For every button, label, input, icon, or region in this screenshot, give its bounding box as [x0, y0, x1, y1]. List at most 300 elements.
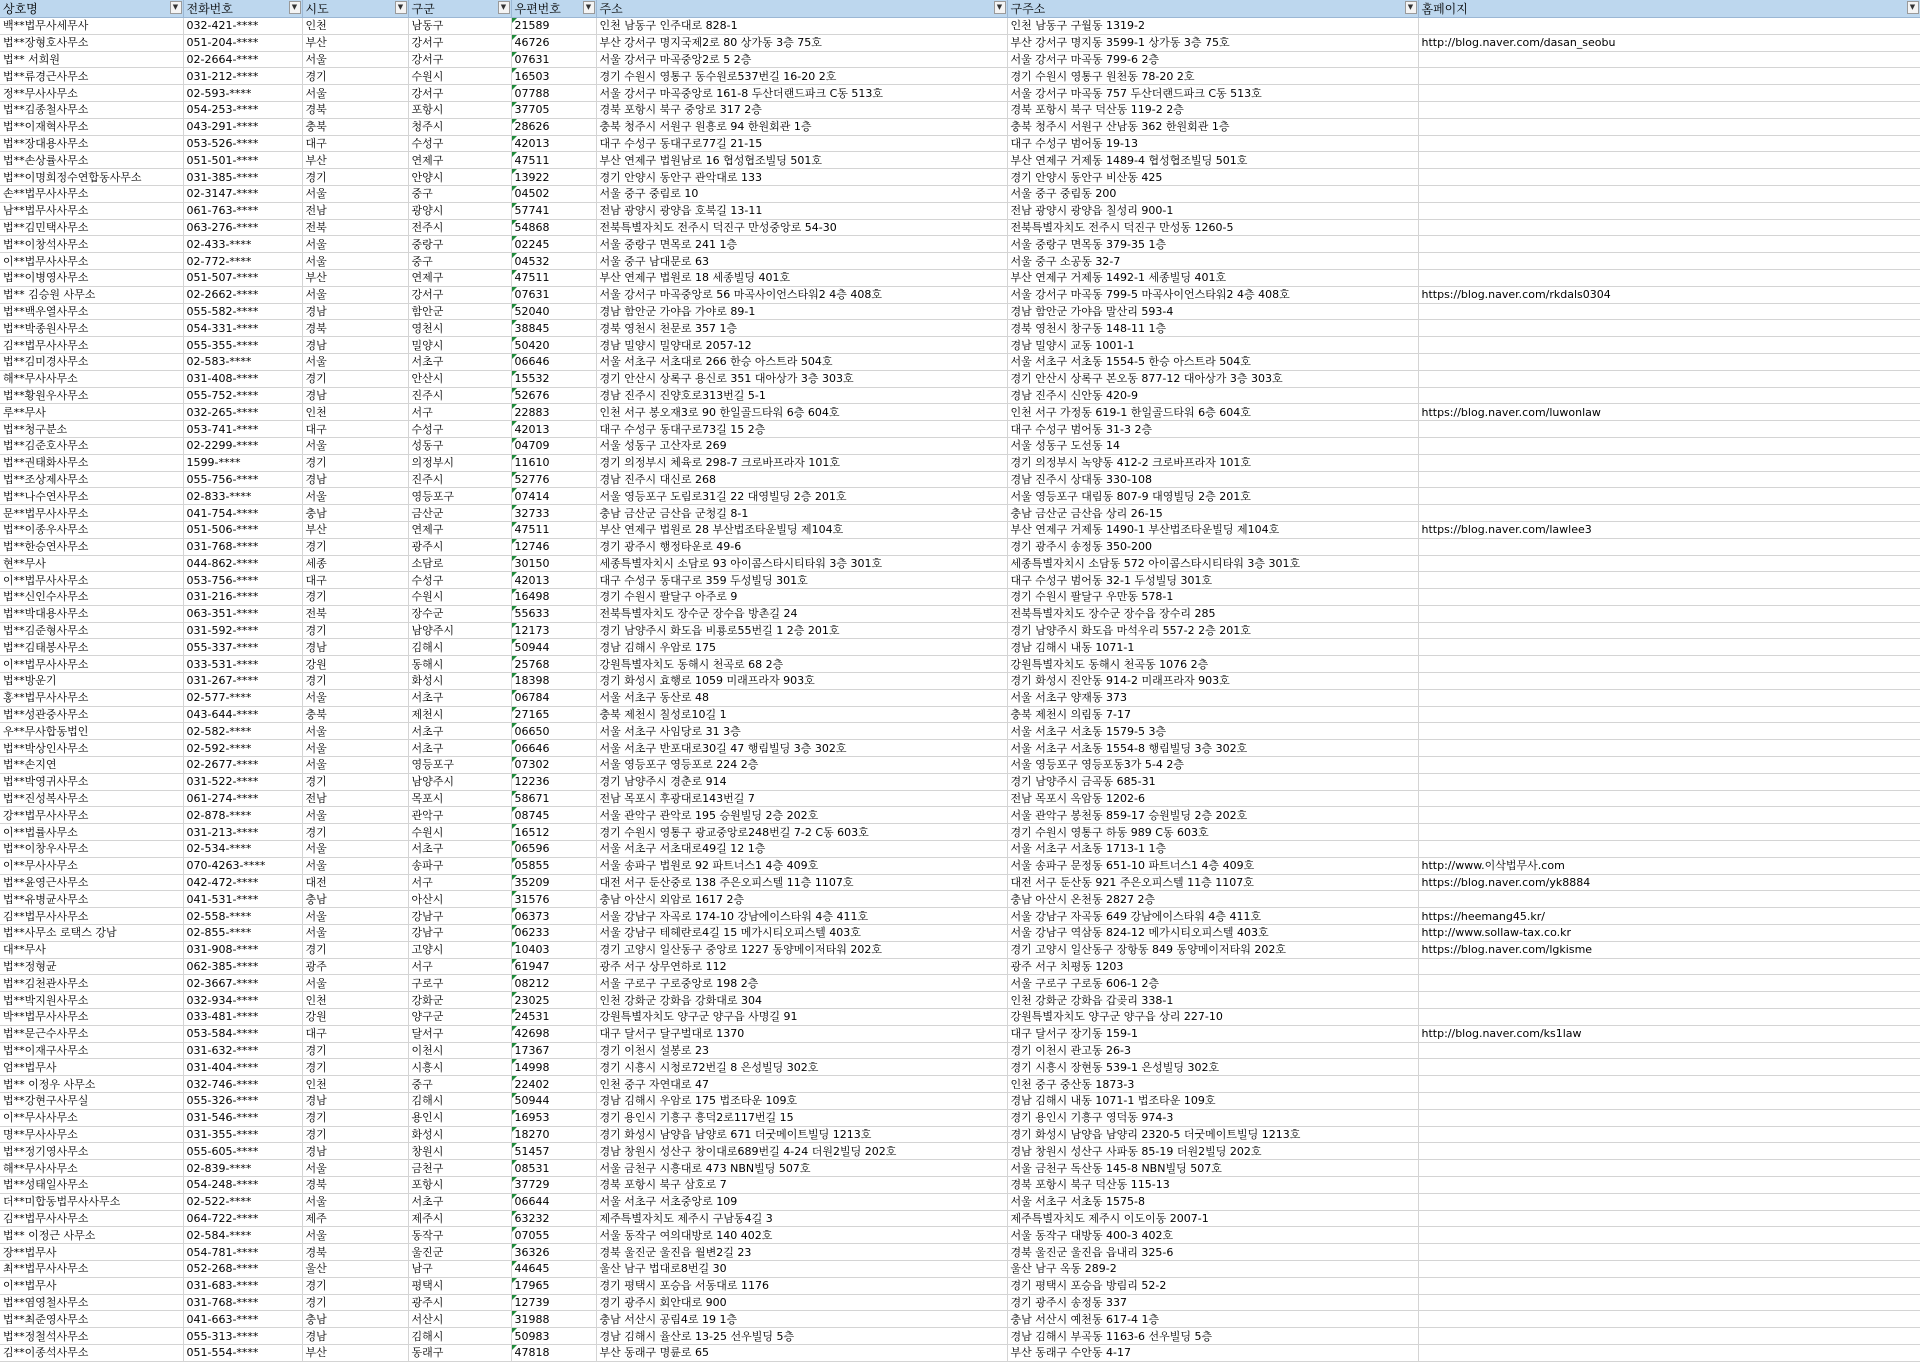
- cell-web[interactable]: [1418, 51, 1920, 68]
- cell-phone[interactable]: 031-404-****: [183, 1059, 302, 1076]
- cell-addr[interactable]: 서울 구로구 구로중앙로 198 2층: [596, 975, 1007, 992]
- cell-old[interactable]: 서울 구로구 구로동 606-1 2층: [1007, 975, 1418, 992]
- cell-old[interactable]: 인천 중구 중산동 1873-3: [1007, 1076, 1418, 1093]
- cell-old[interactable]: 경북 포항시 북구 덕산동 115-13: [1007, 1176, 1418, 1193]
- cell-phone[interactable]: 02-878-****: [183, 807, 302, 824]
- cell-name[interactable]: 엄**법무사: [0, 1059, 183, 1076]
- cell-sido[interactable]: 서울: [302, 723, 408, 740]
- cell-name[interactable]: 법**손지연: [0, 757, 183, 774]
- cell-phone[interactable]: 031-768-****: [183, 538, 302, 555]
- cell-old[interactable]: 울산 남구 옥동 289-2: [1007, 1260, 1418, 1277]
- cell-name[interactable]: 법**이병영사무소: [0, 269, 183, 286]
- cell-gu[interactable]: 광양시: [408, 202, 511, 219]
- cell-old[interactable]: 서울 서초구 서초동 1713-1 1층: [1007, 841, 1418, 858]
- cell-old[interactable]: 경남 창원시 성산구 사파동 85-19 더원2빌딩 202호: [1007, 1143, 1418, 1160]
- cell-zip[interactable]: 31988: [511, 1311, 596, 1328]
- cell-zip[interactable]: 50944: [511, 639, 596, 656]
- cell-sido[interactable]: 서울: [302, 740, 408, 757]
- cell-sido[interactable]: 대구: [302, 135, 408, 152]
- cell-sido[interactable]: 서울: [302, 908, 408, 925]
- cell-sido[interactable]: 서울: [302, 236, 408, 253]
- cell-gu[interactable]: 관악구: [408, 807, 511, 824]
- cell-sido[interactable]: 부산: [302, 521, 408, 538]
- cell-phone[interactable]: 02-2299-****: [183, 437, 302, 454]
- cell-sido[interactable]: 경북: [302, 320, 408, 337]
- cell-gu[interactable]: 서초구: [408, 1193, 511, 1210]
- cell-gu[interactable]: 남동구: [408, 18, 511, 35]
- cell-addr[interactable]: 서울 금천구 시흥대로 473 NBN빌딩 507호: [596, 1160, 1007, 1177]
- cell-phone[interactable]: 051-507-****: [183, 269, 302, 286]
- cell-gu[interactable]: 송파구: [408, 857, 511, 874]
- cell-phone[interactable]: 051-506-****: [183, 521, 302, 538]
- cell-web[interactable]: http://www.sollaw-tax.co.kr: [1418, 925, 1920, 942]
- cell-old[interactable]: 경북 영천시 창구동 148-11 1층: [1007, 320, 1418, 337]
- cell-web[interactable]: [1418, 1210, 1920, 1227]
- cell-addr[interactable]: 서울 강남구 자곡로 174-10 강남에이스타워 4층 411호: [596, 908, 1007, 925]
- cell-old[interactable]: 대구 수성구 범어동 19-13: [1007, 135, 1418, 152]
- filter-dropdown-icon[interactable]: ▼: [1405, 1, 1417, 14]
- cell-zip[interactable]: 52776: [511, 471, 596, 488]
- cell-zip[interactable]: 15532: [511, 370, 596, 387]
- cell-zip[interactable]: 10403: [511, 941, 596, 958]
- cell-zip[interactable]: 08531: [511, 1160, 596, 1177]
- cell-sido[interactable]: 경북: [302, 1244, 408, 1261]
- cell-addr[interactable]: 서울 송파구 법원로 92 파트너스1 4층 409호: [596, 857, 1007, 874]
- cell-web[interactable]: http://www.이삭법무사.com: [1418, 857, 1920, 874]
- cell-web[interactable]: [1418, 437, 1920, 454]
- column-header-phone[interactable]: [183, 0, 302, 18]
- cell-name[interactable]: 법**권태화사무소: [0, 454, 183, 471]
- cell-old[interactable]: 경기 수원시 영통구 하동 989 C동 603호: [1007, 824, 1418, 841]
- cell-gu[interactable]: 아산시: [408, 891, 511, 908]
- cell-name[interactable]: 이**법무사사무소: [0, 572, 183, 589]
- cell-sido[interactable]: 충남: [302, 1311, 408, 1328]
- cell-sido[interactable]: 전남: [302, 202, 408, 219]
- cell-name[interactable]: 법**이재혁사무소: [0, 118, 183, 135]
- cell-addr[interactable]: 충남 아산시 외암로 1617 2층: [596, 891, 1007, 908]
- cell-addr[interactable]: 전남 광양시 광양읍 호북길 13-11: [596, 202, 1007, 219]
- cell-name[interactable]: 법**류경근사무소: [0, 68, 183, 85]
- cell-addr[interactable]: 서울 성동구 고산자로 269: [596, 437, 1007, 454]
- cell-gu[interactable]: 장수군: [408, 605, 511, 622]
- cell-name[interactable]: 법**한승연사무소: [0, 538, 183, 555]
- cell-sido[interactable]: 경북: [302, 1176, 408, 1193]
- cell-sido[interactable]: 서울: [302, 1160, 408, 1177]
- cell-name[interactable]: 법** 이정근 사무소: [0, 1227, 183, 1244]
- cell-sido[interactable]: 인천: [302, 404, 408, 421]
- cell-phone[interactable]: 051-204-****: [183, 34, 302, 51]
- cell-web[interactable]: [1418, 303, 1920, 320]
- cell-web[interactable]: [1418, 1344, 1920, 1361]
- cell-sido[interactable]: 서울: [302, 51, 408, 68]
- cell-old[interactable]: 경기 안양시 동안구 비산동 425: [1007, 169, 1418, 186]
- cell-phone[interactable]: 043-644-****: [183, 706, 302, 723]
- cell-name[interactable]: 김**법무사사무소: [0, 1210, 183, 1227]
- cell-phone[interactable]: 031-546-****: [183, 1109, 302, 1126]
- cell-phone[interactable]: 053-741-****: [183, 421, 302, 438]
- cell-addr[interactable]: 충북 청주시 서원구 원흥로 94 한원회관 1층: [596, 118, 1007, 135]
- cell-gu[interactable]: 화성시: [408, 1126, 511, 1143]
- cell-name[interactable]: 법**이창우사무소: [0, 841, 183, 858]
- cell-zip[interactable]: 02245: [511, 236, 596, 253]
- cell-zip[interactable]: 44645: [511, 1260, 596, 1277]
- cell-phone[interactable]: 054-253-****: [183, 101, 302, 118]
- cell-sido[interactable]: 부산: [302, 269, 408, 286]
- cell-old[interactable]: 경남 함안군 가야읍 말산리 593-4: [1007, 303, 1418, 320]
- cell-gu[interactable]: 의정부시: [408, 454, 511, 471]
- cell-web[interactable]: [1418, 118, 1920, 135]
- cell-gu[interactable]: 서초구: [408, 353, 511, 370]
- cell-old[interactable]: 경남 김해시 부곡동 1163-6 선우빌딩 5층: [1007, 1328, 1418, 1345]
- cell-name[interactable]: 우**무사합동법인: [0, 723, 183, 740]
- cell-gu[interactable]: 서구: [408, 958, 511, 975]
- cell-zip[interactable]: 58671: [511, 790, 596, 807]
- cell-gu[interactable]: 김해시: [408, 639, 511, 656]
- cell-gu[interactable]: 광주시: [408, 1294, 511, 1311]
- cell-zip[interactable]: 37729: [511, 1176, 596, 1193]
- cell-zip[interactable]: 11610: [511, 454, 596, 471]
- cell-gu[interactable]: 용인시: [408, 1109, 511, 1126]
- cell-old[interactable]: 서울 강남구 역삼동 824-12 메가시티오피스텔 403호: [1007, 925, 1418, 942]
- cell-web[interactable]: [1418, 269, 1920, 286]
- cell-zip[interactable]: 17367: [511, 1042, 596, 1059]
- cell-name[interactable]: 법**김태봉사무소: [0, 639, 183, 656]
- cell-sido[interactable]: 경남: [302, 1143, 408, 1160]
- cell-addr[interactable]: 서울 중구 남대문로 63: [596, 253, 1007, 270]
- cell-phone[interactable]: 033-481-****: [183, 1009, 302, 1026]
- cell-phone[interactable]: 031-683-****: [183, 1277, 302, 1294]
- cell-zip[interactable]: 07788: [511, 85, 596, 102]
- cell-sido[interactable]: 경기: [302, 538, 408, 555]
- cell-web[interactable]: [1418, 236, 1920, 253]
- cell-gu[interactable]: 울진군: [408, 1244, 511, 1261]
- cell-gu[interactable]: 수성구: [408, 421, 511, 438]
- cell-web[interactable]: [1418, 589, 1920, 606]
- cell-zip[interactable]: 47818: [511, 1344, 596, 1361]
- cell-zip[interactable]: 61947: [511, 958, 596, 975]
- cell-sido[interactable]: 서울: [302, 807, 408, 824]
- column-header-addr[interactable]: [596, 0, 1007, 18]
- cell-name[interactable]: 법**정형균: [0, 958, 183, 975]
- column-header-gu[interactable]: [408, 0, 511, 18]
- cell-sido[interactable]: 서울: [302, 975, 408, 992]
- cell-gu[interactable]: 강화군: [408, 992, 511, 1009]
- cell-phone[interactable]: 02-584-****: [183, 1227, 302, 1244]
- cell-sido[interactable]: 충남: [302, 505, 408, 522]
- cell-addr[interactable]: 경기 수원시 영통구 동수원로537번길 16-20 2호: [596, 68, 1007, 85]
- cell-web[interactable]: [1418, 488, 1920, 505]
- cell-web[interactable]: [1418, 706, 1920, 723]
- cell-web[interactable]: [1418, 85, 1920, 102]
- cell-addr[interactable]: 충남 서산시 공림4로 19 1층: [596, 1311, 1007, 1328]
- cell-web[interactable]: [1418, 1328, 1920, 1345]
- cell-addr[interactable]: 경기 고양시 일산동구 중앙로 1227 동양메이저타워 202호: [596, 941, 1007, 958]
- cell-addr[interactable]: 경기 용인시 기흥구 흥덕2로117번길 15: [596, 1109, 1007, 1126]
- cell-web[interactable]: [1418, 572, 1920, 589]
- cell-zip[interactable]: 55633: [511, 605, 596, 622]
- cell-addr[interactable]: 충남 금산군 금산읍 군청길 8-1: [596, 505, 1007, 522]
- cell-zip[interactable]: 22402: [511, 1076, 596, 1093]
- cell-web[interactable]: [1418, 421, 1920, 438]
- cell-web[interactable]: http://blog.naver.com/ks1law: [1418, 1025, 1920, 1042]
- cell-old[interactable]: 서울 서초구 서초동 1575-8: [1007, 1193, 1418, 1210]
- cell-sido[interactable]: 부산: [302, 34, 408, 51]
- cell-phone[interactable]: 031-908-****: [183, 941, 302, 958]
- cell-web[interactable]: [1418, 824, 1920, 841]
- cell-zip[interactable]: 04532: [511, 253, 596, 270]
- cell-sido[interactable]: 경기: [302, 370, 408, 387]
- cell-zip[interactable]: 06233: [511, 925, 596, 942]
- cell-gu[interactable]: 중랑구: [408, 236, 511, 253]
- cell-gu[interactable]: 밀양시: [408, 337, 511, 354]
- cell-name[interactable]: 현**무사: [0, 555, 183, 572]
- cell-sido[interactable]: 충남: [302, 891, 408, 908]
- cell-phone[interactable]: 054-781-****: [183, 1244, 302, 1261]
- cell-zip[interactable]: 12746: [511, 538, 596, 555]
- cell-zip[interactable]: 51457: [511, 1143, 596, 1160]
- cell-phone[interactable]: 031-768-****: [183, 1294, 302, 1311]
- cell-name[interactable]: 법**최준영사무소: [0, 1311, 183, 1328]
- cell-phone[interactable]: 02-2662-****: [183, 286, 302, 303]
- column-header-old[interactable]: [1007, 0, 1418, 18]
- cell-sido[interactable]: 서울: [302, 253, 408, 270]
- cell-old[interactable]: 경북 포항시 북구 덕산동 119-2 2층: [1007, 101, 1418, 118]
- cell-gu[interactable]: 영천시: [408, 320, 511, 337]
- cell-name[interactable]: 김**법무사사무소: [0, 337, 183, 354]
- cell-phone[interactable]: 02-2677-****: [183, 757, 302, 774]
- cell-old[interactable]: 서울 서초구 서초동 1554-8 행림빌딩 3층 302호: [1007, 740, 1418, 757]
- cell-sido[interactable]: 서울: [302, 1227, 408, 1244]
- cell-sido[interactable]: 전북: [302, 605, 408, 622]
- cell-addr[interactable]: 경남 김해시 율산로 13-25 선우빌딩 5층: [596, 1328, 1007, 1345]
- cell-addr[interactable]: 서울 영등포구 도림로31길 22 대영빌딩 2층 201호: [596, 488, 1007, 505]
- cell-phone[interactable]: 02-592-****: [183, 740, 302, 757]
- cell-sido[interactable]: 서울: [302, 841, 408, 858]
- cell-name[interactable]: 백**법무사세무사: [0, 18, 183, 35]
- cell-phone[interactable]: 031-216-****: [183, 589, 302, 606]
- cell-web[interactable]: [1418, 101, 1920, 118]
- cell-phone[interactable]: 032-421-****: [183, 18, 302, 35]
- cell-gu[interactable]: 서초구: [408, 689, 511, 706]
- cell-name[interactable]: 법**박상인사무소: [0, 740, 183, 757]
- cell-sido[interactable]: 경기: [302, 1109, 408, 1126]
- cell-name[interactable]: 루**무사: [0, 404, 183, 421]
- cell-web[interactable]: [1418, 1244, 1920, 1261]
- cell-old[interactable]: 서울 중구 소공동 32-7: [1007, 253, 1418, 270]
- cell-name[interactable]: 법**염영철사무소: [0, 1294, 183, 1311]
- cell-name[interactable]: 법**김민택사무소: [0, 219, 183, 236]
- cell-addr[interactable]: 서울 서초구 사임당로 31 3층: [596, 723, 1007, 740]
- cell-addr[interactable]: 경기 남양주시 경춘로 914: [596, 773, 1007, 790]
- cell-addr[interactable]: 인천 서구 봉오재3로 90 한일골드타워 6층 604호: [596, 404, 1007, 421]
- cell-zip[interactable]: 06373: [511, 908, 596, 925]
- cell-sido[interactable]: 서울: [302, 85, 408, 102]
- cell-old[interactable]: 서울 관악구 봉천동 859-17 승원빌딩 2층 202호: [1007, 807, 1418, 824]
- cell-zip[interactable]: 12236: [511, 773, 596, 790]
- cell-zip[interactable]: 36326: [511, 1244, 596, 1261]
- cell-phone[interactable]: 02-558-****: [183, 908, 302, 925]
- cell-addr[interactable]: 경기 안산시 상록구 용신로 351 대아상가 3층 303호: [596, 370, 1007, 387]
- cell-web[interactable]: [1418, 538, 1920, 555]
- cell-phone[interactable]: 042-472-****: [183, 874, 302, 891]
- cell-addr[interactable]: 경북 포항시 북구 중앙로 317 2층: [596, 101, 1007, 118]
- cell-name[interactable]: 법**김미경사무소: [0, 353, 183, 370]
- cell-phone[interactable]: 02-433-****: [183, 236, 302, 253]
- cell-web[interactable]: [1418, 841, 1920, 858]
- column-header-name[interactable]: [0, 0, 183, 18]
- cell-gu[interactable]: 서산시: [408, 1311, 511, 1328]
- cell-sido[interactable]: 경기: [302, 1042, 408, 1059]
- cell-gu[interactable]: 목포시: [408, 790, 511, 807]
- cell-zip[interactable]: 12173: [511, 622, 596, 639]
- cell-addr[interactable]: 대구 달서구 달구벌대로 1370: [596, 1025, 1007, 1042]
- cell-name[interactable]: 법**박종원사무소: [0, 320, 183, 337]
- cell-sido[interactable]: 경기: [302, 622, 408, 639]
- cell-zip[interactable]: 42013: [511, 572, 596, 589]
- cell-old[interactable]: 경남 진주시 상대동 330-108: [1007, 471, 1418, 488]
- cell-phone[interactable]: 031-267-****: [183, 673, 302, 690]
- cell-sido[interactable]: 서울: [302, 185, 408, 202]
- cell-name[interactable]: 법**성태일사무소: [0, 1176, 183, 1193]
- cell-zip[interactable]: 07055: [511, 1227, 596, 1244]
- cell-zip[interactable]: 16953: [511, 1109, 596, 1126]
- cell-name[interactable]: 법**진성복사무소: [0, 790, 183, 807]
- cell-sido[interactable]: 서울: [302, 353, 408, 370]
- cell-phone[interactable]: 054-331-****: [183, 320, 302, 337]
- cell-sido[interactable]: 경기: [302, 1126, 408, 1143]
- cell-phone[interactable]: 055-313-****: [183, 1328, 302, 1345]
- cell-old[interactable]: 서울 영등포구 영등포동3가 5-4 2층: [1007, 757, 1418, 774]
- cell-zip[interactable]: 06644: [511, 1193, 596, 1210]
- cell-addr[interactable]: 경북 울진군 울진읍 월변2길 23: [596, 1244, 1007, 1261]
- cell-gu[interactable]: 서초구: [408, 841, 511, 858]
- cell-addr[interactable]: 대전 서구 둔산중로 138 주은오피스텔 11층 1107호: [596, 874, 1007, 891]
- cell-name[interactable]: 문**법무사사무소: [0, 505, 183, 522]
- cell-name[interactable]: 법** 서희원: [0, 51, 183, 68]
- cell-sido[interactable]: 강원: [302, 656, 408, 673]
- cell-zip[interactable]: 06646: [511, 740, 596, 757]
- cell-phone[interactable]: 053-584-****: [183, 1025, 302, 1042]
- cell-zip[interactable]: 07631: [511, 286, 596, 303]
- cell-phone[interactable]: 031-213-****: [183, 824, 302, 841]
- cell-gu[interactable]: 진주시: [408, 387, 511, 404]
- cell-web[interactable]: [1418, 1277, 1920, 1294]
- cell-gu[interactable]: 동해시: [408, 656, 511, 673]
- cell-web[interactable]: https://blog.naver.com/yk8884: [1418, 874, 1920, 891]
- cell-zip[interactable]: 07631: [511, 51, 596, 68]
- cell-zip[interactable]: 47511: [511, 152, 596, 169]
- cell-sido[interactable]: 경기: [302, 1294, 408, 1311]
- cell-phone[interactable]: 063-276-****: [183, 219, 302, 236]
- cell-old[interactable]: 경기 화성시 남양읍 남양리 2320-5 더굿메이트빌딩 1213호: [1007, 1126, 1418, 1143]
- cell-addr[interactable]: 서울 영등포구 영등포로 224 2층: [596, 757, 1007, 774]
- cell-phone[interactable]: 055-582-****: [183, 303, 302, 320]
- cell-zip[interactable]: 52040: [511, 303, 596, 320]
- cell-sido[interactable]: 충북: [302, 118, 408, 135]
- cell-name[interactable]: 법**유병균사무소: [0, 891, 183, 908]
- cell-gu[interactable]: 포항시: [408, 101, 511, 118]
- cell-zip[interactable]: 30150: [511, 555, 596, 572]
- cell-web[interactable]: [1418, 219, 1920, 236]
- cell-zip[interactable]: 06646: [511, 353, 596, 370]
- filter-dropdown-icon[interactable]: ▼: [583, 1, 595, 14]
- cell-old[interactable]: 서울 동작구 대방동 400-3 402호: [1007, 1227, 1418, 1244]
- cell-phone[interactable]: 044-862-****: [183, 555, 302, 572]
- cell-gu[interactable]: 중구: [408, 1076, 511, 1093]
- cell-name[interactable]: 법**김천관사무소: [0, 975, 183, 992]
- cell-addr[interactable]: 서울 서초구 서초대로49길 12 1층: [596, 841, 1007, 858]
- cell-gu[interactable]: 창원시: [408, 1143, 511, 1160]
- cell-old[interactable]: 경기 남양주시 금곡동 685-31: [1007, 773, 1418, 790]
- cell-name[interactable]: 홍**법무사사무소: [0, 689, 183, 706]
- cell-web[interactable]: [1418, 505, 1920, 522]
- cell-gu[interactable]: 포항시: [408, 1176, 511, 1193]
- cell-gu[interactable]: 소담로: [408, 555, 511, 572]
- cell-old[interactable]: 경기 의정부시 녹양동 412-2 크로바프라자 101호: [1007, 454, 1418, 471]
- cell-addr[interactable]: 경남 함안군 가야읍 가야로 89-1: [596, 303, 1007, 320]
- cell-phone[interactable]: 055-752-****: [183, 387, 302, 404]
- cell-old[interactable]: 경기 남양주시 화도읍 마석우리 557-2 2층 201호: [1007, 622, 1418, 639]
- cell-gu[interactable]: 제주시: [408, 1210, 511, 1227]
- cell-phone[interactable]: 02-534-****: [183, 841, 302, 858]
- cell-web[interactable]: [1418, 740, 1920, 757]
- cell-old[interactable]: 부산 연제구 거제동 1490-1 부산법조타운빌딩 제104호: [1007, 521, 1418, 538]
- cell-zip[interactable]: 04709: [511, 437, 596, 454]
- cell-addr[interactable]: 대구 수성구 동대구로 359 두성빌딩 301호: [596, 572, 1007, 589]
- cell-sido[interactable]: 인천: [302, 18, 408, 35]
- cell-phone[interactable]: 041-531-****: [183, 891, 302, 908]
- cell-zip[interactable]: 42013: [511, 135, 596, 152]
- cell-sido[interactable]: 경기: [302, 589, 408, 606]
- cell-name[interactable]: 이**법무사: [0, 1277, 183, 1294]
- cell-web[interactable]: https://heemang45.kr/: [1418, 908, 1920, 925]
- cell-sido[interactable]: 경남: [302, 1093, 408, 1110]
- cell-name[interactable]: 법**김종철사무소: [0, 101, 183, 118]
- cell-phone[interactable]: 1599-****: [183, 454, 302, 471]
- cell-phone[interactable]: 032-746-****: [183, 1076, 302, 1093]
- cell-name[interactable]: 법**이창석사무소: [0, 236, 183, 253]
- cell-gu[interactable]: 함안군: [408, 303, 511, 320]
- cell-zip[interactable]: 50983: [511, 1328, 596, 1345]
- cell-sido[interactable]: 서울: [302, 857, 408, 874]
- cell-gu[interactable]: 영등포구: [408, 757, 511, 774]
- cell-gu[interactable]: 안산시: [408, 370, 511, 387]
- cell-addr[interactable]: 부산 강서구 명지국제2로 80 상가동 3층 75호: [596, 34, 1007, 51]
- cell-old[interactable]: 인천 서구 가정동 619-1 한일골드타워 6층 604호: [1007, 404, 1418, 421]
- cell-name[interactable]: 최**법무사사무소: [0, 1260, 183, 1277]
- cell-old[interactable]: 서울 중구 중림동 200: [1007, 185, 1418, 202]
- cell-old[interactable]: 서울 서초구 양재동 373: [1007, 689, 1418, 706]
- cell-addr[interactable]: 전북특별자치도 장수군 장수읍 방촌길 24: [596, 605, 1007, 622]
- cell-zip[interactable]: 04502: [511, 185, 596, 202]
- cell-old[interactable]: 경남 진주시 신안동 420-9: [1007, 387, 1418, 404]
- cell-name[interactable]: 해**무사사무소: [0, 1160, 183, 1177]
- cell-sido[interactable]: 경기: [302, 673, 408, 690]
- cell-addr[interactable]: 경기 남양주시 화도읍 비룡로55번길 1 2층 201호: [596, 622, 1007, 639]
- cell-zip[interactable]: 47511: [511, 521, 596, 538]
- cell-sido[interactable]: 울산: [302, 1260, 408, 1277]
- cell-addr[interactable]: 경기 시흥시 시청로72번길 8 은성빌딩 302호: [596, 1059, 1007, 1076]
- cell-gu[interactable]: 달서구: [408, 1025, 511, 1042]
- cell-web[interactable]: [1418, 68, 1920, 85]
- cell-sido[interactable]: 서울: [302, 1193, 408, 1210]
- cell-sido[interactable]: 경남: [302, 639, 408, 656]
- cell-phone[interactable]: 055-326-****: [183, 1093, 302, 1110]
- cell-name[interactable]: 법**김준형사무소: [0, 622, 183, 639]
- cell-addr[interactable]: 서울 서초구 서초중앙로 109: [596, 1193, 1007, 1210]
- cell-web[interactable]: [1418, 152, 1920, 169]
- cell-phone[interactable]: 055-605-****: [183, 1143, 302, 1160]
